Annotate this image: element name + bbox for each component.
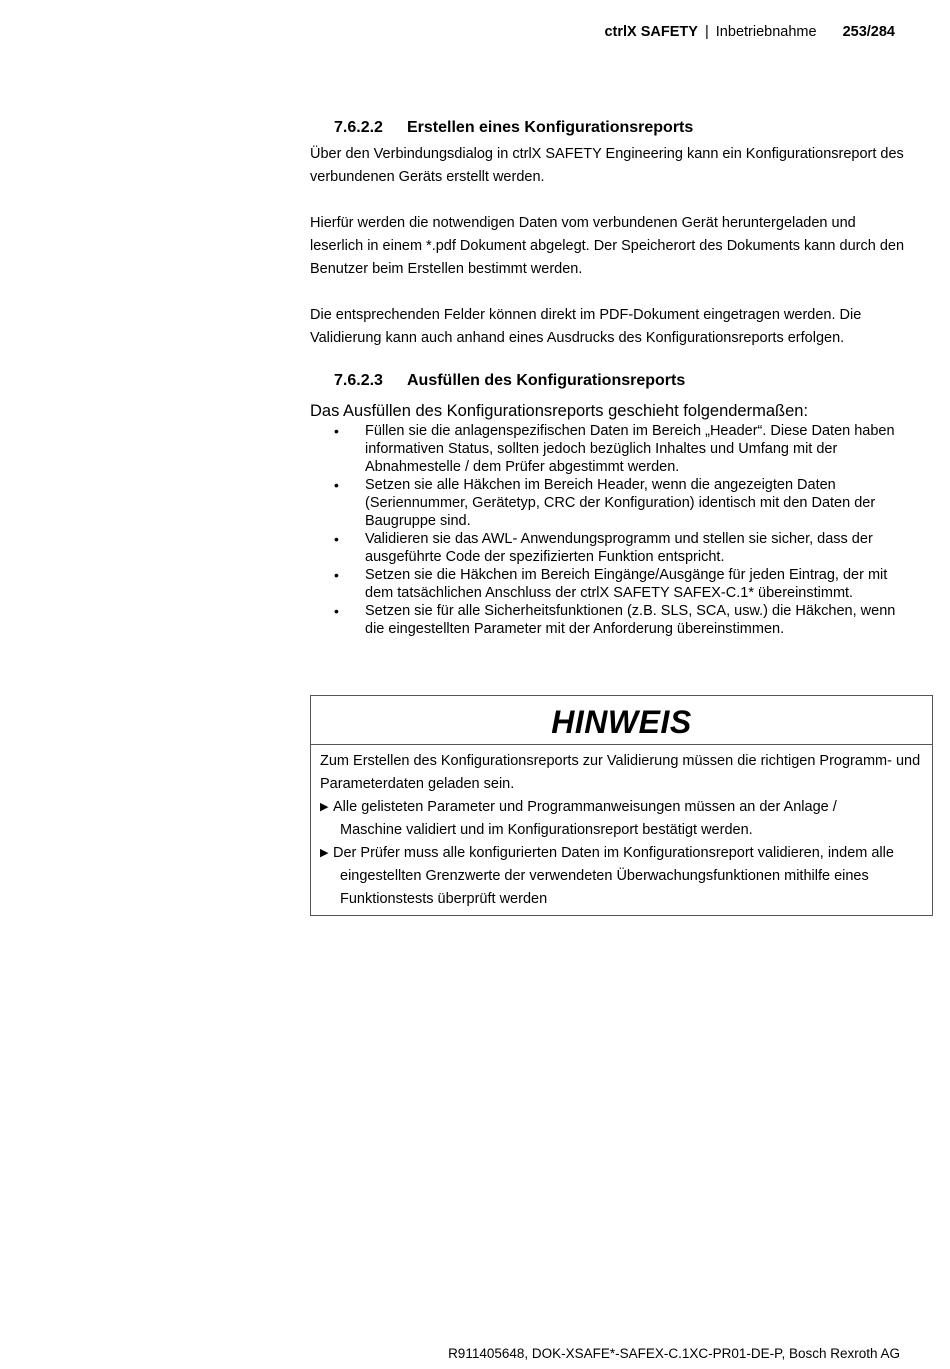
bullet-icon: • — [334, 567, 339, 583]
chapter-name: Inbetriebnahme — [715, 24, 817, 40]
bullet-icon: • — [334, 531, 339, 547]
list-item-text: Setzen sie alle Häkchen im Bereich Header, wenn die angezeigten Daten (Seriennummer, Gerätetyp, CRC der Konfiguration) identisch mit den Daten der Baugruppe sind. — [365, 477, 876, 529]
notice-item-text: Der Prüfer muss alle konfigurierten Daten im Konfigurationsreport validieren, indem alle — [333, 845, 894, 861]
list-item — [310, 530, 910, 566]
section-number: 7.6.2.3 — [334, 372, 383, 389]
list-item — [310, 566, 910, 602]
arrow-right-icon: ▶ — [320, 801, 329, 813]
page-number: 253/284 — [842, 24, 895, 40]
notice-item — [320, 842, 924, 911]
section-heading-7-6-2-3 — [334, 370, 910, 392]
section-title: Erstellen eines Konfigurationsreports — [407, 119, 694, 136]
notice-body — [311, 745, 932, 911]
instruction-list — [310, 422, 910, 638]
list-item — [310, 422, 910, 476]
paragraph: Über den Verbindungsdialog in ctrlX SAFETY Engineering kann ein Konfigurationsreport des verbundenen Geräts erstellt werden. — [310, 146, 904, 185]
bullet-icon: • — [334, 477, 339, 493]
list-item-text: Validieren sie das AWL- Anwendungsprogramm und stellen sie sicher, dass der ausgeführte Code der spezifizierten Funktion entspricht. — [365, 531, 873, 565]
list-item — [310, 476, 910, 530]
bullet-icon: • — [334, 603, 339, 619]
list-item-text: Setzen sie für alle Sicherheitsfunktionen (z.B. SLS, SCA, usw.) die Häkchen, wenn die eingestellten Parameter mit der Anforderung übereinstimmen. — [365, 603, 896, 637]
paragraph: Hierfür werden die notwendigen Daten vom verbundenen Gerät heruntergeladen und leserlich in einem *.pdf Dokument abgelegt. Der Speicherort des Dokuments kann durch den Benutzer beim Erstellen bestimmt werden. — [310, 215, 905, 277]
page-header — [604, 24, 895, 40]
list-item-text: Setzen sie die Häkchen im Bereich Eingänge/Ausgänge für jeden Eintrag, der mit dem tatsächlichen Anschluss der ctrlX SAFETY SAFEX-C.1* übereinstimmt. — [365, 567, 888, 601]
section-heading-7-6-2-2 — [334, 117, 910, 139]
section-number: 7.6.2.2 — [334, 119, 383, 136]
paragraph: Die entsprechenden Felder können direkt im PDF-Dokument eingetragen werden. Die Validierung kann auch anhand eines Ausdrucks des Konfigurationsreports erfolgen. — [310, 307, 862, 346]
list-item — [310, 602, 910, 638]
bullet-icon: • — [334, 423, 339, 439]
page-footer: R911405648, DOK-XSAFE*-SAFEX-C.1XC-PR01-DE-P, Bosch Rexroth AG — [448, 1346, 900, 1361]
section-title: Ausfüllen des Konfigurationsreports — [407, 372, 686, 389]
product-name: ctrlX SAFETY — [604, 24, 698, 40]
list-item-text: Füllen sie die anlagenspezifischen Daten im Bereich „Header“. Diese Daten haben informativen Status, sollten jedoch bezüglich Inhaltes und Umfang mit der Abnahmestelle / dem Prüfer abgestimmt werden. — [365, 423, 895, 475]
list-intro: Das Ausfüllen des Konfigurationsreports geschieht folgendermaßen: — [310, 402, 809, 420]
notice-item — [320, 796, 924, 842]
notice-item-text-continued: eingestellten Grenzwerte der verwendeten Überwachungsfunktionen mithilfe eines Funktionstests überprüft werden — [340, 868, 869, 907]
main-content — [310, 117, 910, 638]
notice-box — [310, 695, 933, 916]
notice-item-text: Alle gelisteten Parameter und Programmanweisungen müssen an der Anlage / — [333, 799, 837, 815]
notice-title: HINWEIS — [311, 696, 932, 745]
notice-text: Zum Erstellen des Konfigurationsreports zur Validierung müssen die richtigen Programm- und Parameterdaten geladen sein. — [320, 753, 921, 792]
arrow-right-icon: ▶ — [320, 847, 329, 859]
header-separator: | — [704, 24, 709, 40]
notice-item-text-continued: Maschine validiert und im Konfigurationsreport bestätigt werden. — [340, 822, 753, 838]
